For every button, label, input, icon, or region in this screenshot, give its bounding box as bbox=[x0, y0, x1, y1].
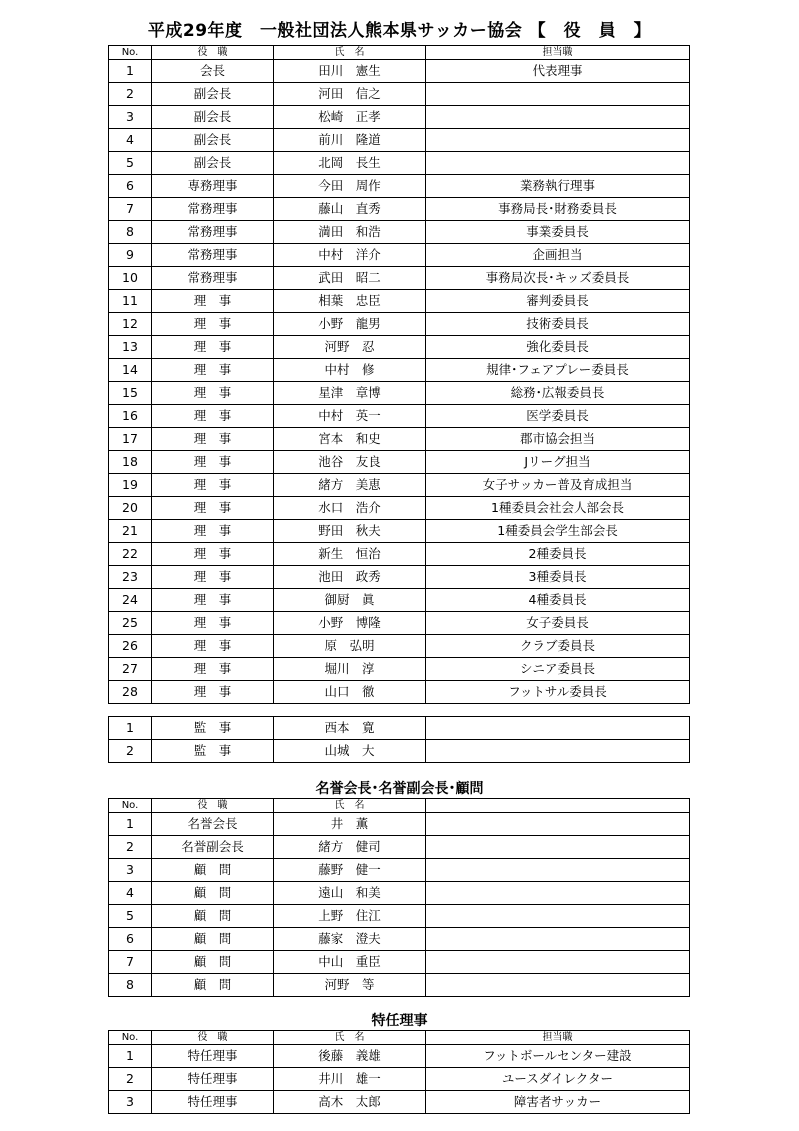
role-cell: 特任理事 bbox=[152, 1045, 274, 1068]
duty-cell bbox=[426, 106, 690, 129]
row-number: 19 bbox=[109, 474, 152, 497]
table-row bbox=[109, 566, 690, 589]
name-cell: 満田 和浩 bbox=[274, 221, 426, 244]
role-cell: 理 事 bbox=[152, 428, 274, 451]
table-row bbox=[109, 382, 690, 405]
duty-cell bbox=[426, 152, 690, 175]
role-cell: 名誉副会長 bbox=[152, 836, 274, 859]
row-number: 22 bbox=[109, 543, 152, 566]
name-cell: 緒方 健司 bbox=[274, 836, 426, 859]
name-cell: 後藤 義雄 bbox=[274, 1045, 426, 1068]
duty-cell: 規律･フェアプレー委員長 bbox=[426, 359, 690, 382]
role-cell: 常務理事 bbox=[152, 221, 274, 244]
duty-cell bbox=[426, 717, 690, 740]
table-row bbox=[109, 83, 690, 106]
header-name: 氏 名 bbox=[274, 46, 426, 60]
table-row bbox=[109, 60, 690, 83]
table-row bbox=[109, 543, 690, 566]
header-name: 氏 名 bbox=[274, 1031, 426, 1045]
table-row bbox=[109, 290, 690, 313]
duty-cell: 事務局長･財務委員長 bbox=[426, 198, 690, 221]
role-cell: 理 事 bbox=[152, 497, 274, 520]
duty-cell: 代表理事 bbox=[426, 60, 690, 83]
name-cell: 井 薫 bbox=[274, 813, 426, 836]
duty-cell: クラブ委員長 bbox=[426, 635, 690, 658]
header-duty: 担当職 bbox=[426, 46, 690, 60]
table-row bbox=[109, 813, 690, 836]
role-cell: 常務理事 bbox=[152, 244, 274, 267]
header-no: No. bbox=[109, 46, 152, 60]
officers-table bbox=[108, 45, 690, 704]
role-cell: 名誉会長 bbox=[152, 813, 274, 836]
role-cell: 理 事 bbox=[152, 635, 274, 658]
role-cell: 監 事 bbox=[152, 740, 274, 763]
name-cell: 中村 修 bbox=[274, 359, 426, 382]
duty-cell bbox=[426, 928, 690, 951]
name-cell: 河野 等 bbox=[274, 974, 426, 997]
role-cell: 会長 bbox=[152, 60, 274, 83]
duty-cell: 事業委員長 bbox=[426, 221, 690, 244]
duty-cell: 障害者サッカー bbox=[426, 1091, 690, 1114]
duty-cell bbox=[426, 740, 690, 763]
row-number: 6 bbox=[109, 175, 152, 198]
duty-cell: 3種委員長 bbox=[426, 566, 690, 589]
header-role: 役 職 bbox=[152, 799, 274, 813]
table-row bbox=[109, 336, 690, 359]
name-cell: 中山 重臣 bbox=[274, 951, 426, 974]
row-number: 4 bbox=[109, 129, 152, 152]
table-row bbox=[109, 589, 690, 612]
name-cell: 小野 龍男 bbox=[274, 313, 426, 336]
role-cell: 理 事 bbox=[152, 336, 274, 359]
name-cell: 遠山 和美 bbox=[274, 882, 426, 905]
name-cell: 山口 徹 bbox=[274, 681, 426, 704]
name-cell: 北岡 長生 bbox=[274, 152, 426, 175]
role-cell: 顧 問 bbox=[152, 928, 274, 951]
name-cell: 西本 寛 bbox=[274, 717, 426, 740]
name-cell: 河田 信之 bbox=[274, 83, 426, 106]
table-row bbox=[109, 681, 690, 704]
role-cell: 理 事 bbox=[152, 520, 274, 543]
name-cell: 井川 雄一 bbox=[274, 1068, 426, 1091]
row-number: 8 bbox=[109, 221, 152, 244]
table-row bbox=[109, 428, 690, 451]
name-cell: 上野 住江 bbox=[274, 905, 426, 928]
row-number: 18 bbox=[109, 451, 152, 474]
table-row bbox=[109, 313, 690, 336]
table-row bbox=[109, 658, 690, 681]
table-row bbox=[109, 928, 690, 951]
table-row bbox=[109, 1045, 690, 1068]
row-number: 14 bbox=[109, 359, 152, 382]
header-role: 役 職 bbox=[152, 46, 274, 60]
role-cell: 副会長 bbox=[152, 152, 274, 175]
header-row bbox=[109, 1031, 690, 1045]
role-cell: 副会長 bbox=[152, 106, 274, 129]
table-row bbox=[109, 106, 690, 129]
name-cell: 田川 憲生 bbox=[274, 60, 426, 83]
table-row bbox=[109, 612, 690, 635]
row-number: 1 bbox=[109, 1045, 152, 1068]
role-cell: 顧 問 bbox=[152, 974, 274, 997]
role-cell: 理 事 bbox=[152, 543, 274, 566]
role-cell: 理 事 bbox=[152, 566, 274, 589]
row-number: 7 bbox=[109, 951, 152, 974]
role-cell: 理 事 bbox=[152, 612, 274, 635]
row-number: 4 bbox=[109, 882, 152, 905]
role-cell: 理 事 bbox=[152, 589, 274, 612]
table-row bbox=[109, 267, 690, 290]
duty-cell: 業務執行理事 bbox=[426, 175, 690, 198]
duty-cell bbox=[426, 882, 690, 905]
role-cell: 特任理事 bbox=[152, 1091, 274, 1114]
duty-cell: 女子サッカー普及育成担当 bbox=[426, 474, 690, 497]
name-cell: 相葉 忠臣 bbox=[274, 290, 426, 313]
table-row bbox=[109, 882, 690, 905]
name-cell: 山城 大 bbox=[274, 740, 426, 763]
role-cell: 理 事 bbox=[152, 658, 274, 681]
row-number: 1 bbox=[109, 60, 152, 83]
table-row bbox=[109, 359, 690, 382]
table-row bbox=[109, 740, 690, 763]
name-cell: 高木 太郎 bbox=[274, 1091, 426, 1114]
role-cell: 特任理事 bbox=[152, 1068, 274, 1091]
special-table bbox=[108, 1030, 690, 1114]
name-cell: 宮本 和史 bbox=[274, 428, 426, 451]
table-row bbox=[109, 717, 690, 740]
duty-cell: 総務･広報委員長 bbox=[426, 382, 690, 405]
name-cell: 藤野 健一 bbox=[274, 859, 426, 882]
table-row bbox=[109, 1068, 690, 1091]
table-row bbox=[109, 836, 690, 859]
role-cell: 副会長 bbox=[152, 129, 274, 152]
duty-cell bbox=[426, 974, 690, 997]
duty-cell: 4種委員長 bbox=[426, 589, 690, 612]
role-cell: 顧 問 bbox=[152, 905, 274, 928]
special-section-title: 特任理事 bbox=[371, 1013, 428, 1029]
duty-cell: 1種委員会社会人部会長 bbox=[426, 497, 690, 520]
table-row bbox=[109, 405, 690, 428]
role-cell: 理 事 bbox=[152, 313, 274, 336]
role-cell: 理 事 bbox=[152, 290, 274, 313]
name-cell: 小野 博隆 bbox=[274, 612, 426, 635]
duty-cell: 女子委員長 bbox=[426, 612, 690, 635]
row-number: 8 bbox=[109, 974, 152, 997]
duty-cell: シニア委員長 bbox=[426, 658, 690, 681]
duty-cell: 郡市協会担当 bbox=[426, 428, 690, 451]
row-number: 7 bbox=[109, 198, 152, 221]
role-cell: 理 事 bbox=[152, 359, 274, 382]
name-cell: 堀川 淳 bbox=[274, 658, 426, 681]
row-number: 16 bbox=[109, 405, 152, 428]
row-number: 6 bbox=[109, 928, 152, 951]
row-number: 26 bbox=[109, 635, 152, 658]
page-title: 平成29年度 一般社団法人熊本県サッカー協会 【 役 員 】 bbox=[147, 21, 652, 41]
name-cell: 野田 秋夫 bbox=[274, 520, 426, 543]
name-cell: 池田 政秀 bbox=[274, 566, 426, 589]
duty-cell: 強化委員長 bbox=[426, 336, 690, 359]
role-cell: 副会長 bbox=[152, 83, 274, 106]
duty-cell bbox=[426, 813, 690, 836]
duty-cell bbox=[426, 951, 690, 974]
row-number: 3 bbox=[109, 859, 152, 882]
row-number: 28 bbox=[109, 681, 152, 704]
name-cell: 松崎 正孝 bbox=[274, 106, 426, 129]
row-number: 2 bbox=[109, 836, 152, 859]
row-number: 1 bbox=[109, 717, 152, 740]
honorary-table bbox=[108, 798, 690, 997]
table-row bbox=[109, 1091, 690, 1114]
header-row bbox=[109, 799, 690, 813]
name-cell: 中村 英一 bbox=[274, 405, 426, 428]
role-cell: 理 事 bbox=[152, 382, 274, 405]
row-number: 27 bbox=[109, 658, 152, 681]
duty-cell: 事務局次長･キッズ委員長 bbox=[426, 267, 690, 290]
role-cell: 理 事 bbox=[152, 681, 274, 704]
table-row bbox=[109, 152, 690, 175]
row-number: 5 bbox=[109, 905, 152, 928]
row-number: 17 bbox=[109, 428, 152, 451]
duty-cell: フットボールセンター建設 bbox=[426, 1045, 690, 1068]
duty-cell: 技術委員長 bbox=[426, 313, 690, 336]
name-cell: 今田 周作 bbox=[274, 175, 426, 198]
duty-cell bbox=[426, 905, 690, 928]
row-number: 2 bbox=[109, 83, 152, 106]
role-cell: 監 事 bbox=[152, 717, 274, 740]
row-number: 15 bbox=[109, 382, 152, 405]
table-row bbox=[109, 129, 690, 152]
duty-cell: 2種委員長 bbox=[426, 543, 690, 566]
table-row bbox=[109, 221, 690, 244]
row-number: 10 bbox=[109, 267, 152, 290]
row-number: 5 bbox=[109, 152, 152, 175]
table-row bbox=[109, 175, 690, 198]
table-row bbox=[109, 905, 690, 928]
duty-cell bbox=[426, 859, 690, 882]
row-number: 9 bbox=[109, 244, 152, 267]
duty-cell bbox=[426, 83, 690, 106]
table-row bbox=[109, 198, 690, 221]
row-number: 3 bbox=[109, 106, 152, 129]
role-cell: 理 事 bbox=[152, 451, 274, 474]
name-cell: 池谷 友良 bbox=[274, 451, 426, 474]
row-number: 20 bbox=[109, 497, 152, 520]
row-number: 2 bbox=[109, 1068, 152, 1091]
role-cell: 理 事 bbox=[152, 405, 274, 428]
header-duty: 担当職 bbox=[426, 1031, 690, 1045]
role-cell: 常務理事 bbox=[152, 267, 274, 290]
row-number: 24 bbox=[109, 589, 152, 612]
header-name: 氏 名 bbox=[274, 799, 426, 813]
table-row bbox=[109, 951, 690, 974]
row-number: 12 bbox=[109, 313, 152, 336]
name-cell: 水口 浩介 bbox=[274, 497, 426, 520]
header-duty-empty bbox=[426, 799, 690, 813]
role-cell: 顧 問 bbox=[152, 951, 274, 974]
row-number: 11 bbox=[109, 290, 152, 313]
role-cell: 顧 問 bbox=[152, 882, 274, 905]
name-cell: 新生 恒治 bbox=[274, 543, 426, 566]
role-cell: 理 事 bbox=[152, 474, 274, 497]
table-row bbox=[109, 497, 690, 520]
table-row bbox=[109, 451, 690, 474]
duty-cell: 医学委員長 bbox=[426, 405, 690, 428]
row-number: 1 bbox=[109, 813, 152, 836]
row-number: 25 bbox=[109, 612, 152, 635]
table-row bbox=[109, 859, 690, 882]
name-cell: 藤家 澄夫 bbox=[274, 928, 426, 951]
header-role: 役 職 bbox=[152, 1031, 274, 1045]
duty-cell: 1種委員会学生部会長 bbox=[426, 520, 690, 543]
header-row bbox=[109, 46, 690, 60]
row-number: 2 bbox=[109, 740, 152, 763]
row-number: 13 bbox=[109, 336, 152, 359]
name-cell: 御厨 眞 bbox=[274, 589, 426, 612]
honorary-section-title: 名誉会長･名誉副会長･顧問 bbox=[315, 781, 484, 797]
duty-cell: 審判委員長 bbox=[426, 290, 690, 313]
role-cell: 顧 問 bbox=[152, 859, 274, 882]
table-row bbox=[109, 474, 690, 497]
table-row bbox=[109, 244, 690, 267]
name-cell: 河野 忍 bbox=[274, 336, 426, 359]
name-cell: 緒方 美恵 bbox=[274, 474, 426, 497]
table-row bbox=[109, 520, 690, 543]
role-cell: 専務理事 bbox=[152, 175, 274, 198]
row-number: 21 bbox=[109, 520, 152, 543]
table-row bbox=[109, 974, 690, 997]
row-number: 3 bbox=[109, 1091, 152, 1114]
name-cell: 前川 隆道 bbox=[274, 129, 426, 152]
name-cell: 武田 昭二 bbox=[274, 267, 426, 290]
name-cell: 藤山 直秀 bbox=[274, 198, 426, 221]
row-number: 23 bbox=[109, 566, 152, 589]
header-no: No. bbox=[109, 799, 152, 813]
role-cell: 常務理事 bbox=[152, 198, 274, 221]
duty-cell: Jリーグ担当 bbox=[426, 451, 690, 474]
duty-cell bbox=[426, 836, 690, 859]
auditors-table bbox=[108, 716, 690, 763]
table-row bbox=[109, 635, 690, 658]
duty-cell bbox=[426, 129, 690, 152]
name-cell: 中村 洋介 bbox=[274, 244, 426, 267]
name-cell: 星津 章博 bbox=[274, 382, 426, 405]
duty-cell: ユースダイレクター bbox=[426, 1068, 690, 1091]
duty-cell: 企画担当 bbox=[426, 244, 690, 267]
duty-cell: フットサル委員長 bbox=[426, 681, 690, 704]
name-cell: 原 弘明 bbox=[274, 635, 426, 658]
header-no: No. bbox=[109, 1031, 152, 1045]
